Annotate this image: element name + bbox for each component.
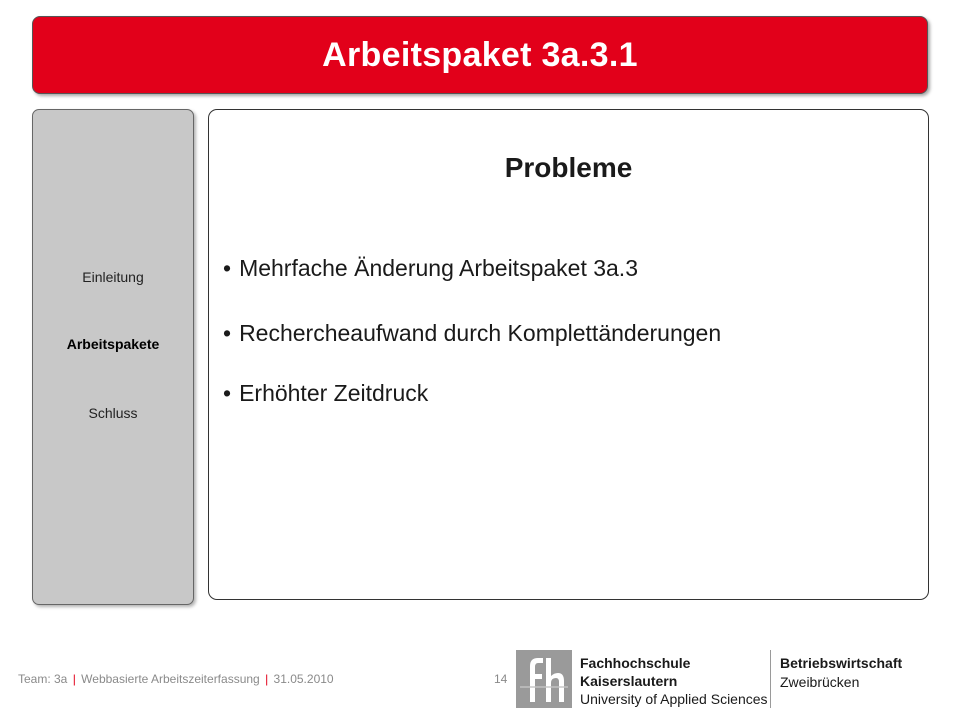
bullet-text: Mehrfache Änderung Arbeitspaket 3a.3: [239, 255, 638, 281]
footer-separator: |: [72, 672, 76, 686]
slide-title: Arbeitspaket 3a.3.1: [322, 35, 638, 74]
footer-date: 31.05.2010: [273, 672, 334, 686]
nav-item-arbeitspakete[interactable]: Arbeitspakete: [66, 336, 160, 352]
department-line2: Zweibrücken: [780, 674, 860, 690]
footer-project: Webbasierte Arbeitszeiterfassung: [81, 672, 260, 686]
bullet-text: Erhöhter Zeitdruck: [239, 380, 429, 406]
page-number: 14: [494, 672, 508, 686]
institution-name: [580, 654, 768, 708]
footer-team: Team: 3a: [18, 672, 68, 686]
footer-separator: |: [265, 672, 269, 686]
bullet-dot: •: [223, 255, 232, 281]
institution-line3: University of Applied Sciences: [580, 691, 768, 707]
title-bar: [32, 16, 928, 94]
institution-line1: Fachhochschule: [580, 655, 691, 671]
nav-item-einleitung[interactable]: Einleitung: [82, 269, 144, 285]
content-heading: Probleme: [504, 152, 633, 183]
bullet-item: [223, 255, 638, 282]
content-panel: [208, 109, 929, 600]
bullet-dot: •: [223, 320, 232, 346]
bullet-item: [223, 320, 721, 347]
sidebar-nav: [32, 109, 194, 605]
bullet-text: Rechercheaufwand durch Komplettänderungen: [239, 320, 722, 346]
logo-divider: [770, 650, 771, 708]
fh-logo-icon: [516, 650, 572, 708]
institution-line2: Kaiserslautern: [580, 673, 678, 689]
footer-info: [18, 672, 334, 686]
bullet-dot: •: [223, 380, 232, 406]
department-name: [780, 654, 902, 692]
department-line1: Betriebswirtschaft: [780, 655, 903, 671]
bullet-item: [223, 380, 428, 407]
nav-item-schluss[interactable]: Schluss: [88, 405, 138, 421]
